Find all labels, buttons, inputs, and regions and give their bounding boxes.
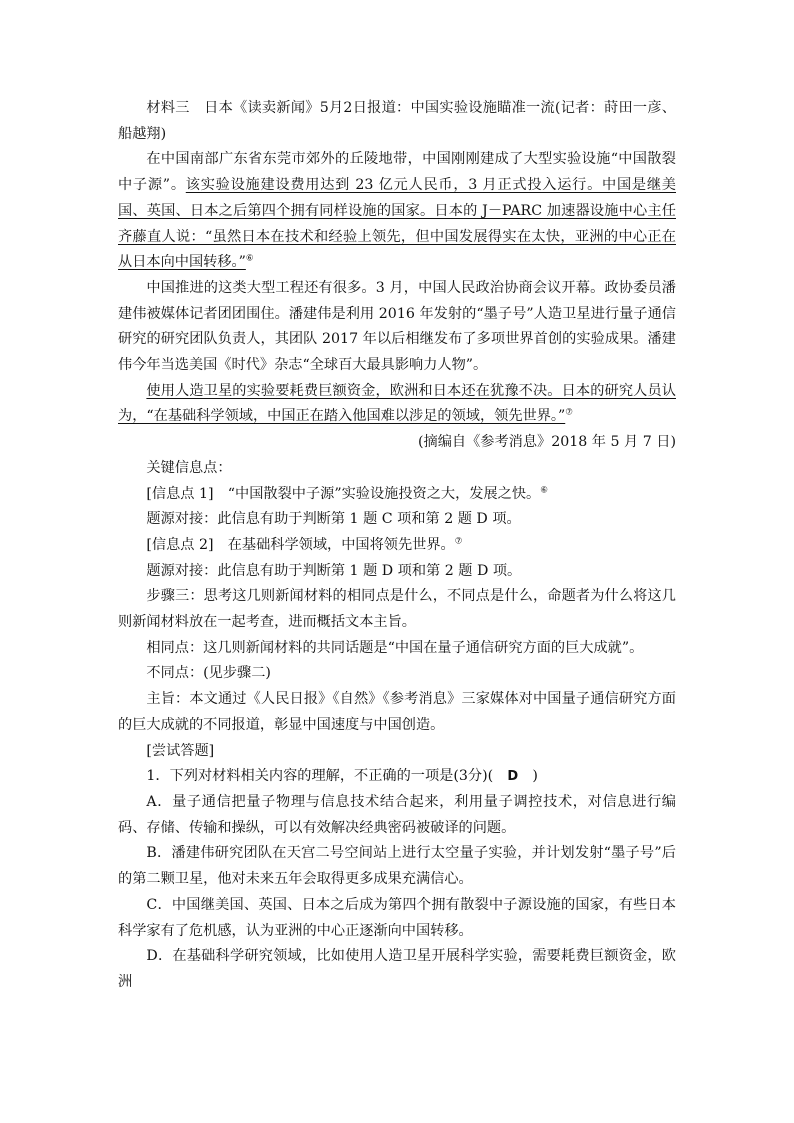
- document-page: [118, 96, 676, 996]
- material3-paragraph-3: [118, 379, 676, 430]
- material3-para1-plain: 在中国南部广东省东莞市郊外的丘陵地带，中国刚刚建成了大型实验设施“中国散裂中子源”。: [118, 151, 676, 194]
- question-1-answer: D: [507, 769, 519, 785]
- option-a: A．量子通信把量子物理与信息技术结合起来，利用量子调控技术，对信息进行编码、存储、传输和操纵，可以有效解决经典密码被破译的问题。: [118, 793, 676, 836]
- material3-heading: 材料三 日本《读卖新闻》5月2日报道：中国实验设施瞄准一流(记者：莳田一彦、船越翔): [118, 100, 676, 142]
- option-d: D．在基础科学研究领域，比如使用人造卫星开展科学实验，需要耗费巨额资金，欧洲: [118, 948, 676, 990]
- source-citation: (摘编自《参考消息》2018 年 5 月 7 日): [417, 434, 676, 451]
- info-point-1-mark: ⑥: [540, 484, 548, 495]
- footnote-mark-7: ⑦: [565, 407, 573, 418]
- material3-paragraph-1: [118, 147, 676, 276]
- info-point-2-link: 题源对接：此信息有助于判断第 1 题 D 项和第 2 题 D 项。: [146, 562, 522, 579]
- question-1-close: ): [518, 768, 538, 785]
- info-point-2: [118, 533, 676, 559]
- footnote-mark-6: ⑥: [245, 253, 254, 264]
- same-points: 相同点：这几则新闻材料的共同话题是“中国在量子通信研究方面的巨大成就”。: [146, 639, 644, 656]
- info-point-2-text: [信息点 2] 在基础科学领域，中国将领先世界。: [146, 536, 455, 553]
- material3-para1-underlined: 该实验设施建设费用达到 23 亿元人民币，3 月正式投入运行。中国是继美国、英国、日本之后第四个拥有同样设施的国家。日本的 J－PARC 加速器设施中心主任齐藤直人说：“虽然日本在技术和经验上领先，但中国发展得实在太快，亚洲的中心正在从日本向中国转移。”: [118, 177, 676, 271]
- question-1: [118, 764, 676, 790]
- info-point-2-mark: ⑦: [454, 536, 463, 547]
- option-c: C．中国继美国、英国、日本之后成为第四个拥有散裂中子源设施的国家，有些日本科学家有了危机感，认为亚洲的中心正逐渐向中国转移。: [118, 896, 676, 939]
- question-1-stem: 1．下列对材料相关内容的理解，不正确的一项是(3分)(: [146, 768, 508, 785]
- different-points: 不同点：(见步骤二): [146, 665, 271, 682]
- text-theme: 主旨：本文通过《人民日报》《自然》《参考消息》三家媒体对中国量子通信研究方面的巨大成就的不同报道，彰显中国速度与中国创造。: [118, 691, 676, 733]
- info-point-1-text: [信息点 1] “中国散裂中子源”实验设施投资之大，发展之快。: [146, 485, 541, 502]
- material3-paragraph-2: 中国推进的这类大型工程还有很多。3 月，中国人民政治协商会议开幕。政协委员潘建伟被媒体记者团团围住。潘建伟是利用 2016 年发射的“墨子号”人造卫星进行量子通信研究的研究团队负责人，其团队 2017 年以后相继发布了多项世界首创的实验成果。潘建伟今年当选美国《时代》杂志“全球百大最具影响力人物”。: [118, 279, 676, 374]
- info-point-1: [118, 482, 676, 508]
- option-b: B．潘建伟研究团队在天宫二号空间站上进行太空量子实验，并计划发射“墨子号”后的第二颗卫星，他对未来五年会取得更多成果充满信心。: [118, 845, 676, 888]
- practice-label: [尝试答题]: [146, 742, 215, 759]
- material3-para3-underlined: 使用人造卫星的实验要耗费巨额资金，欧洲和日本还在犹豫不决。日本的研究人员认为，“在基础科学领域，中国正在踏入他国难以涉足的领域，领先世界。”: [118, 382, 676, 425]
- info-point-1-link: 题源对接：此信息有助于判断第 1 题 C 项和第 2 题 D 项。: [146, 511, 521, 528]
- key-points-label: 关键信息点：: [146, 459, 232, 476]
- step-3: 步骤三：思考这几则新闻材料的相同点是什么，不同点是什么，命题者为什么将这几则新闻材料放在一起考查，进而概括文本主旨。: [118, 588, 676, 631]
